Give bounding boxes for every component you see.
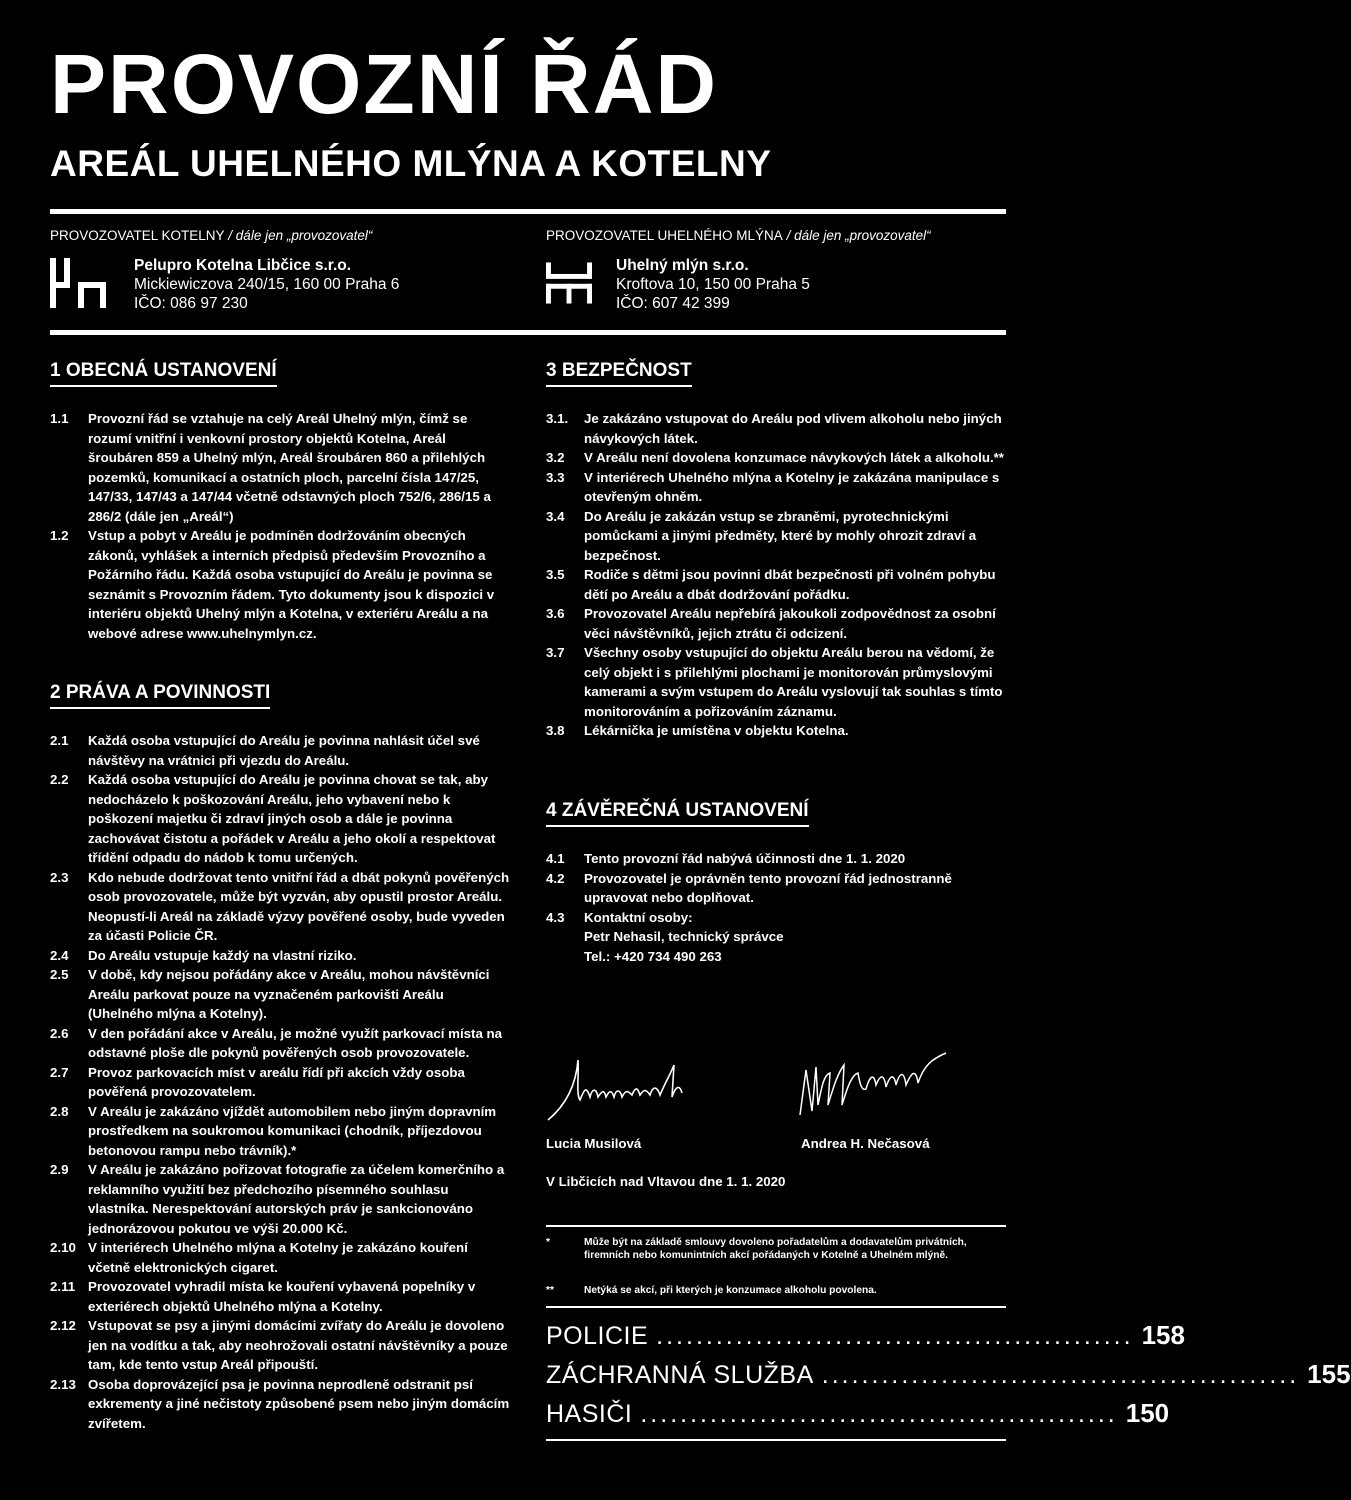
list-item: 2.11 Provozovatel vyhradil místa ke kouření vybavená popelníky v exteriérech objektů Uhelného mlýna a Kotelny.: [50, 1279, 476, 1314]
signature-name: Lucia Musilová: [546, 1136, 642, 1151]
list-item: 3.7 Všechny osoby vstupující do objektu Areálu berou na vědomí, že celý objekt i s přilehlými plochami je monitorován průmyslovými kamerami a svým vstupem do Areálu vyslovují tak souhlas s tímto monitorováním a pořizováním záznamu.: [546, 645, 1003, 719]
list-item: 3.8 Lékárnička je umístěna v objektu Kotelna.: [546, 723, 849, 738]
list-item: 3.5 Rodiče s dětmi jsou povinni dbát bezpečnosti při volném pohybu dětí po Areálu a dbát dodržování pořádku.: [546, 567, 996, 602]
header-divider: [50, 209, 1006, 214]
bottom-divider: [546, 1439, 1006, 1441]
section-items: [546, 409, 1006, 741]
section-heading: 4 ZÁVĚREČNÁ USTANOVENÍ: [546, 800, 809, 827]
list-item: 2.13 Osoba doprovázející psa je povinna neprodleně odstranit psí exkrementy a jiné nečistoty způsobené psem nebo jiným domácím zvířetem.: [50, 1376, 510, 1431]
signatures: [546, 1045, 1006, 1155]
page-title: PROVOZNÍ ŘÁD: [50, 37, 719, 131]
footnote: ** Netýká se akcí, při kterých je konzumace alkoholu povolena.: [546, 1285, 877, 1296]
operator-label: PROVOZOVATEL KOTELNY / dále jen „provozovatel“: [50, 228, 373, 243]
section-obecna-ustanoveni: [50, 360, 510, 643]
operator-ico: IČO: 086 97 230: [134, 295, 248, 312]
list-item: 4.1 Tento provozní řád nabývá účinnosti dne 1. 1. 2020: [546, 851, 906, 866]
list-item: 4.3 Kontaktní osoby: Petr Nehasil, technický správce Tel.: +420 734 490 263: [546, 909, 784, 964]
section-items: [50, 409, 510, 643]
list-item: 3.4 Do Areálu je zakázán vstup se zbraněmi, pyrotechnickými pomůckami a jinými předměty, které by mohly ohrozit zdraví a bezpečnost.: [546, 508, 977, 563]
section-heading: 2 PRÁVA A POVINNOSTI: [50, 682, 270, 709]
section-items: [546, 849, 1006, 966]
section-heading: 1 OBECNÁ USTANOVENÍ: [50, 360, 277, 387]
operator-details: [616, 256, 810, 313]
list-item: 2.10 V interiérech Uhelného mlýna a Kotelny je zakázáno kouření včetně elektronických cigaret.: [50, 1240, 468, 1275]
list-item: 2.12 Vstupovat se psy a jinými domácími zvířaty do Areálu je dovoleno jen na vodítku a tak, aby neohrožovali ostatní návštěvníky a pouze tam, kde tento vstup Areál připouští.: [50, 1318, 508, 1372]
operator-name: Uhelný mlýn s.r.o.: [616, 257, 749, 274]
emergency-police: POLICIE ................................................ 158: [546, 1320, 1185, 1350]
operator-address: Mickiewiczova 240/15, 160 00 Praha 6: [134, 276, 400, 293]
signature-necasova: [796, 1045, 956, 1125]
footnote: * Může být na základě smlouvy dovoleno pořadatelům a dodavatelům privátních, firemních nebo komunintních akcí pořádaných v Kotelně a Uhelném mlýně.: [546, 1237, 967, 1261]
place-and-date: V Libčicích nad Vltavou dne 1. 1. 2020: [546, 1174, 786, 1189]
list-item: 2.8 V Areálu je zakázáno vjíždět automobilem nebo jiným dopravním prostředkem na soukromou komunikaci (chodník, příjezdovou betonovou rampu nebo trávník).*: [50, 1103, 497, 1158]
section-zaverecna-ustanoveni: [546, 800, 1006, 966]
page-subtitle: AREÁL UHELNÉHO MLÝNA A KOTELNY: [50, 143, 772, 184]
list-item: 1.2 Vstup a pobyt v Areálu je podmíněn dodržováním obecných zákonů, vyhlášek a interních předpisů především Provozního a Požárního řádu. Každá osoba vstupující do Areálu je povinna se seznámit s Provozním řádem. Tyto dokumenty jsou k dispozici v interiéru objektů Uhelný mlýn a Kotelna, v exteriéru Areálu a na webové adrese www.uhelnymlyn.cz.: [50, 528, 495, 641]
list-item: 3.2 V Areálu není dovolena konzumace návykových látek a alkoholu.**: [546, 450, 1004, 465]
operator-ico: IČO: 607 42 399: [616, 295, 730, 312]
section-prava-a-povinnosti: [50, 682, 510, 1433]
emergency-divider: [546, 1306, 1006, 1308]
operator-mlyn: [546, 228, 1016, 312]
list-item: 2.4 Do Areálu vstupuje každý na vlastní riziko.: [50, 947, 357, 963]
section-items: [50, 731, 510, 1433]
mlyn-logo-icon: [546, 258, 592, 308]
signature-name: Andrea H. Nečasová: [801, 1136, 930, 1151]
emergency-ambulance: ZÁCHRANNÁ SLUŽBA ................................................ 155: [546, 1359, 1351, 1389]
operator-details: [134, 256, 399, 313]
list-item: 2.1 Každá osoba vstupující do Areálu je povinna nahlásit účel své návštěvy na vrátnici při vjezdu do Areálu.: [50, 733, 480, 768]
section-bezpecnost: [546, 360, 1006, 741]
list-item: 2.2 Každá osoba vstupující do Areálu je povinna chovat se tak, aby nedocházelo k poškozování Areálu, jeho vybavení nebo k poškození majetku či zdraví jiných osob a dále je povinna zachovávat čistotu a pořádek v Areálu a jeho okolí a respektovat třídění odpadu do nádob k tomu určených.: [50, 772, 496, 865]
list-item: 4.2 Provozovatel je oprávněn tento provozní řád jednostranně upravovat nebo doplňovat.: [546, 870, 952, 905]
list-item: 2.9 V Areálu je zakázáno pořizovat fotografie za účelem komerčního a reklamního využití bez předchozího písemného souhlasu vlastníka. Nerespektování autorských práv je sankcionováno jednorázovou pokutou ve výši 20.000 Kč.: [50, 1162, 505, 1236]
operators-divider: [50, 330, 1006, 335]
section-heading: 3 BEZPEČNOST: [546, 360, 692, 387]
operator-label: PROVOZOVATEL UHELNÉHO MLÝNA / dále jen „provozovatel“: [546, 228, 931, 243]
list-item: 3.1. Je zakázáno vstupovat do Areálu pod vlivem alkoholu nebo jiných návykových látek.: [546, 411, 1002, 446]
list-item: 2.6 V den pořádání akce v Areálu, je možné využít parkovací místa na odstavné ploše dle pokynů pověřených osob provozovatele.: [50, 1025, 503, 1060]
list-item: 3.3 V interiérech Uhelného mlýna a Kotelny je zakázána manipulace s otevřeným ohněm.: [546, 469, 1000, 504]
operator-name: Pelupro Kotelna Libčice s.r.o.: [134, 257, 352, 274]
list-item: 2.3 Kdo nebude dodržovat tento vnitřní řád a dbát pokynů pověřených osob provozovatele, může být vyzván, aby opustil prostor Areálu. Neopustí-li Areál na základě výzvy pověřené osoby, bude vyveden za účasti Policie ČR.: [50, 869, 510, 943]
operator-address: Kroftova 10, 150 00 Praha 5: [616, 276, 810, 293]
footnotes-divider: [546, 1225, 1006, 1227]
kotelna-logo-icon: [50, 258, 106, 308]
list-item: 2.7 Provoz parkovacích míst v areálu řídí při akcích vždy osoba pověřená provozovatelem.: [50, 1064, 465, 1099]
emergency-firefighters: HASIČI ................................................ 150: [546, 1398, 1170, 1428]
signature-musilova: [546, 1045, 696, 1125]
operator-kotelna: [50, 228, 520, 312]
list-item: 1.1 Provozní řád se vztahuje na celý Areál Uhelný mlýn, čímž se rozumí vnitřní i venkovní prostory objektů Kotelna, Areál šroubáren 859 a Uhelný mlýn, Areál šroubáren 860 a přilehlých pozemků, komunikací a ostatních ploch, parcelní čísla 147/25, 147/33, 147/43 a 147/44 včetně odstavných ploch 752/6, 286/15 a 286/2 (dále jen „Areál“): [50, 411, 491, 524]
list-item: 3.6 Provozovatel Areálu nepřebírá jakoukoli zodpovědnost za osobní věci návštěvníků, jejich ztrátu či odcizení.: [546, 606, 996, 641]
list-item: 2.5 V době, kdy nejsou pořádány akce v Areálu, mohou návštěvníci Areálu parkovat pouze na vyznačeném parkovišti Areálu (Uhelného mlýna a Kotelny).: [50, 967, 490, 1021]
